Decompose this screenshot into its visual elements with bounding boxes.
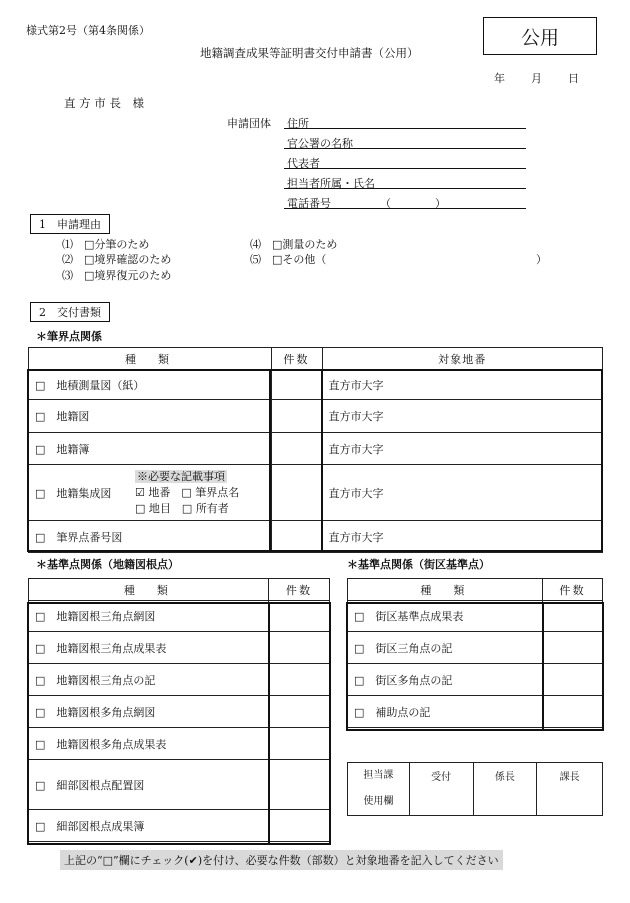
gaiku-heading: ＊基準点関係（街区基準点）	[347, 558, 490, 571]
row-label: 地積測量図（紙）	[56, 378, 145, 392]
address-cell[interactable]	[322, 370, 602, 400]
row-label: 地籍図根三角点の記	[56, 673, 156, 687]
manager-label: 課長	[559, 772, 580, 783]
checkbox-icon[interactable]: □	[35, 705, 46, 719]
count-cell[interactable]	[271, 400, 322, 433]
count-cell[interactable]	[271, 370, 322, 400]
checkbox-icon[interactable]: □	[35, 641, 46, 655]
address-prefix: 直方市大字	[328, 410, 384, 423]
table-row	[348, 696, 603, 728]
chief-label: 係長	[494, 772, 515, 783]
kijun-table	[28, 578, 330, 842]
header-type: 種 類	[29, 348, 272, 370]
required-items-box	[135, 469, 239, 517]
checkbox-icon[interactable]: □	[135, 502, 146, 515]
phone-label: 電話番号	[287, 197, 331, 210]
address-cell[interactable]	[322, 400, 602, 433]
office-use-label	[348, 763, 410, 816]
date-year: 年	[494, 72, 505, 85]
address-cell[interactable]	[322, 465, 602, 521]
address-prefix: 直方市大字	[328, 486, 384, 500]
hikkai-table	[28, 347, 603, 553]
checkbox-icon[interactable]: □	[181, 486, 192, 499]
reason-other-close: ）	[536, 253, 547, 266]
row-label: 地籍図根多角点成果表	[56, 737, 167, 751]
header-address: 対象地番	[322, 348, 602, 370]
address-field[interactable]	[284, 128, 526, 129]
row-label: 地籍図根三角点成果表	[56, 641, 167, 655]
option-owner: 所有者	[195, 502, 229, 515]
section-reason-title: 1 申請理由	[30, 214, 110, 234]
required-note: ※必要な記載事項	[137, 470, 225, 483]
date-day: 日	[568, 72, 579, 85]
table-row	[29, 601, 330, 632]
checkbox-icon[interactable]: □	[354, 610, 365, 623]
table-row	[29, 760, 330, 810]
checkbox-icon[interactable]: □	[35, 410, 46, 423]
count-cell[interactable]	[543, 696, 603, 728]
reason-item-boundary-check[interactable]	[62, 251, 171, 267]
checked-icon[interactable]: ☑	[135, 486, 145, 499]
header-count: 件数	[271, 348, 322, 370]
count-cell[interactable]	[543, 632, 603, 664]
address-prefix: 直方市大字	[328, 378, 384, 392]
checkbox-icon[interactable]: □	[272, 238, 283, 251]
reason-item-division[interactable]	[62, 236, 149, 252]
row-label: 地籍図	[56, 410, 90, 423]
page-title: 地籍調査成果等証明書交付申請書（公用）	[200, 46, 419, 60]
count-cell[interactable]	[271, 465, 322, 521]
table-row	[29, 728, 330, 760]
phone-parens: （ ）	[380, 197, 446, 210]
phone-field[interactable]	[284, 208, 526, 209]
row-label: 街区多角点の記	[375, 673, 453, 687]
reception-cell	[409, 763, 473, 816]
checkbox-icon[interactable]: □	[35, 673, 46, 687]
header-count: 件数	[269, 579, 330, 601]
hikkai-heading: ＊筆界点関係	[36, 330, 102, 343]
checkbox-icon[interactable]: □	[35, 486, 46, 500]
header-type: 種 類	[348, 579, 543, 601]
address-label: 住所	[287, 117, 309, 130]
reason-num: ⑷	[250, 238, 261, 251]
table-row	[29, 664, 330, 696]
count-cell[interactable]	[269, 728, 330, 760]
option-land-category: 地目	[148, 502, 171, 515]
reason-num: ⑶	[62, 269, 73, 282]
address-cell[interactable]	[322, 521, 602, 553]
applicant-label: 申請団体	[227, 117, 271, 130]
reason-num: ⑸	[250, 253, 261, 266]
header-count: 件数	[543, 579, 603, 601]
checkbox-icon[interactable]: □	[84, 238, 95, 251]
reason-item-boundary-restore[interactable]	[62, 267, 171, 283]
address-prefix: 直方市大字	[328, 442, 384, 456]
contact-person-label: 担当者所属・氏名	[287, 177, 375, 190]
header-type: 種 類	[29, 579, 269, 601]
row-label: 地籍図根三角点網図	[56, 610, 156, 623]
count-cell[interactable]	[543, 601, 603, 632]
row-label: 補助点の記	[375, 705, 431, 719]
representative-label: 代表者	[287, 157, 320, 170]
footer-note: 上記の“□”欄にチェック(✔)を付け、必要な件数（部数）と対象地番を記入してください	[60, 850, 503, 870]
count-cell[interactable]	[543, 664, 603, 696]
count-cell[interactable]	[269, 632, 330, 664]
row-label: 細部図根点配置図	[56, 778, 145, 792]
table-row	[348, 664, 603, 696]
checkbox-icon[interactable]: □	[84, 269, 95, 282]
checkbox-icon[interactable]: □	[35, 610, 46, 623]
checkbox-icon[interactable]: □	[84, 253, 95, 266]
contact-person-field[interactable]	[284, 188, 526, 189]
office-label-line1: 担当課	[363, 770, 394, 781]
table-row	[29, 696, 330, 728]
table-row	[29, 521, 603, 553]
row-label: 地籍図根多角点網図	[56, 705, 156, 719]
checkbox-icon[interactable]: □	[181, 502, 193, 515]
count-cell[interactable]	[271, 521, 322, 553]
table-row	[348, 632, 603, 664]
checkbox-icon[interactable]: □	[354, 673, 365, 687]
row-label: 地籍集成図	[56, 486, 112, 500]
count-cell[interactable]	[271, 433, 322, 465]
chief-cell	[473, 763, 537, 816]
row-label: 細部図根点成果簿	[56, 819, 145, 833]
option-lot-number: 地番	[148, 486, 171, 499]
reason-num: ⑵	[62, 253, 73, 266]
row-label: 筆界点番号図	[56, 530, 123, 544]
reason-item-other[interactable]	[250, 251, 326, 267]
checkbox-icon[interactable]: □	[354, 705, 365, 719]
stamp-box: 公用	[483, 17, 597, 55]
table-row	[29, 632, 330, 664]
count-cell[interactable]	[269, 760, 330, 810]
checkbox-icon[interactable]: □	[354, 641, 365, 655]
count-cell[interactable]	[269, 810, 330, 842]
row-label: 街区基準点成果表	[375, 610, 464, 623]
form-number: 様式第2号（第4条関係）	[26, 24, 150, 37]
reason-item-survey[interactable]	[250, 236, 337, 252]
date-month: 月	[531, 72, 542, 85]
table-row	[29, 810, 330, 842]
office-name-label: 官公署の名称	[287, 137, 353, 150]
office-use-table	[347, 762, 603, 816]
table-row	[348, 601, 603, 632]
manager-cell	[537, 763, 603, 816]
address-prefix: 直方市大字	[328, 530, 384, 544]
office-name-field[interactable]	[284, 148, 526, 149]
table-row	[29, 400, 603, 433]
reception-label: 受付	[431, 772, 452, 783]
count-cell[interactable]	[269, 696, 330, 728]
addressee: 直 方 市 長 様	[64, 96, 144, 110]
row-label: 地籍簿	[56, 442, 90, 456]
table-row	[29, 370, 603, 400]
checkbox-icon[interactable]: □	[35, 378, 46, 392]
table-row	[29, 465, 603, 521]
address-cell[interactable]	[322, 433, 602, 465]
section-documents-title: 2 交付書類	[30, 302, 110, 322]
checkbox-icon[interactable]: □	[35, 442, 46, 456]
reason-num: ⑴	[62, 238, 73, 251]
checkbox-icon[interactable]: □	[35, 819, 46, 833]
checkbox-icon[interactable]: □	[35, 778, 46, 792]
checkbox-icon[interactable]: □	[35, 737, 46, 751]
office-label-line2: 使用欄	[363, 796, 394, 807]
table-row	[29, 433, 603, 465]
option-boundary-point: 筆界点名	[195, 486, 240, 499]
reason-label: その他（	[282, 253, 327, 266]
checkbox-icon[interactable]: □	[272, 253, 283, 266]
row-label: 街区三角点の記	[375, 641, 453, 655]
gaiku-table	[347, 578, 603, 728]
checkbox-icon[interactable]: □	[35, 530, 46, 544]
count-cell[interactable]	[269, 601, 330, 632]
reason-label: 測量のため	[282, 238, 338, 251]
reason-label: 境界復元のため	[94, 269, 172, 282]
representative-field[interactable]	[284, 168, 526, 169]
kijun-heading: ＊基準点関係（地籍図根点）	[36, 558, 179, 571]
reason-label: 分筆のため	[94, 238, 150, 251]
count-cell[interactable]	[269, 664, 330, 696]
reason-label: 境界確認のため	[94, 253, 172, 266]
